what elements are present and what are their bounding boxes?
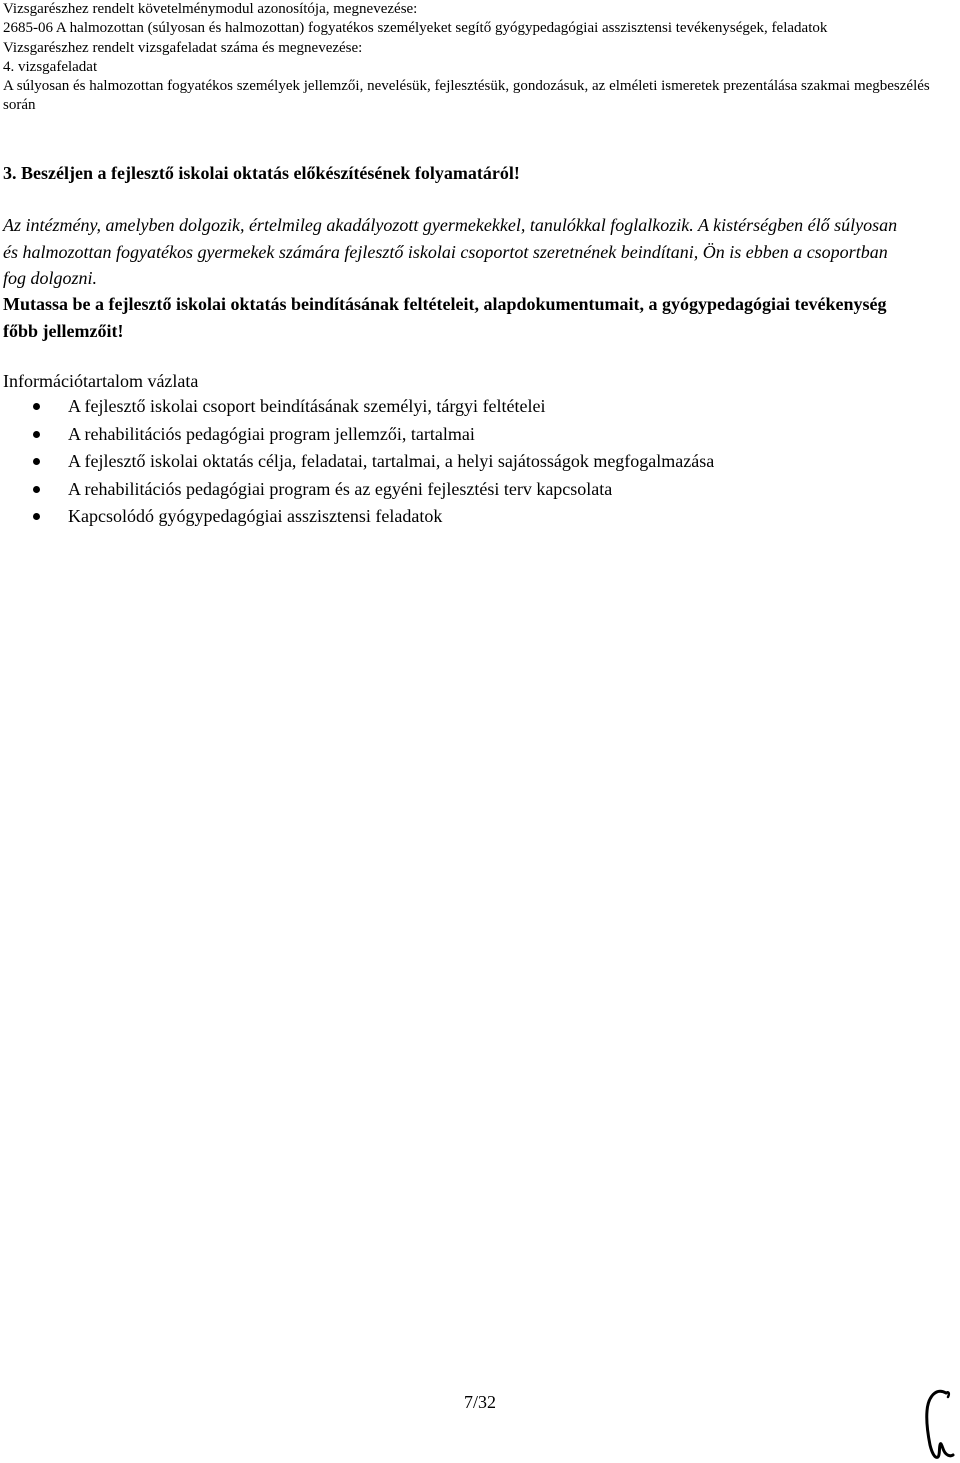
module-label: Vizsgarészhez rendelt követelménymodul azonosítója, megnevezése: bbox=[3, 1, 418, 17]
list-item-text: Kapcsolódó gyógypedagógiai asszisztensi feladatok bbox=[68, 506, 443, 527]
exam-task-name: A súlyosan és halmozottan fogyatékos személyek jellemzői, nevelésük, fejlesztésük, gondozásuk, az elméleti ismeretek prezentálása szakmai megbeszélés során bbox=[3, 78, 930, 114]
info-outline-list bbox=[0, 393, 950, 531]
bullet-icon bbox=[33, 403, 40, 410]
bullet-icon bbox=[33, 486, 40, 493]
question-title: 3. Beszéljen a fejlesztő iskolai oktatás előkészítésének folyamatáról! bbox=[3, 163, 520, 183]
exam-task-label: Vizsgarészhez rendelt vizsgafeladat száma és megnevezése: bbox=[3, 39, 363, 56]
list-item bbox=[0, 448, 950, 476]
info-outline-title: Információtartalom vázlata bbox=[3, 371, 199, 391]
list-item-text: A rehabilitációs pedagógiai program jellemzői, tartalmai bbox=[68, 423, 475, 444]
list-item bbox=[0, 393, 950, 421]
list-item bbox=[0, 421, 950, 449]
list-item-text: A rehabilitációs pedagógiai program és az egyéni fejlesztési terv kapcsolata bbox=[68, 478, 613, 499]
list-item bbox=[0, 503, 950, 531]
list-item-text: A fejlesztő iskolai csoport beindításának személyi, tárgyi feltételei bbox=[68, 396, 546, 416]
list-item-text: A fejlesztő iskolai oktatás célja, feladatai, tartalmai, a helyi sajátosságok megfogalmazása bbox=[68, 451, 715, 472]
list-item bbox=[0, 476, 950, 504]
module-name: 2685-06 A halmozottan (súlyosan és halmozottan) fogyatékos személyeket segítő gyógypedagógiai asszisztensi tevékenységek, feladatok bbox=[3, 20, 828, 37]
exam-task-number: 4. vizsgafeladat bbox=[3, 58, 98, 75]
document-header bbox=[3, 0, 953, 116]
bullet-icon bbox=[33, 513, 40, 520]
signature-mark bbox=[920, 1385, 960, 1463]
page-number: 7/32 bbox=[463, 1392, 496, 1412]
task-text: Mutassa be a fejlesztő iskolai oktatás beindításának feltételeit, alapdokumentumait, a gyógypedagógiai tevékenység főbb jellemzőit! bbox=[3, 294, 887, 341]
bullet-icon bbox=[33, 458, 40, 465]
bullet-icon bbox=[33, 431, 40, 438]
scenario-text: Az intézmény, amelyben dolgozik, értelmileg akadályozott gyermekekkel, tanulókkal foglalkozik. A kistérségben élő súlyosan és halmozottan fogyatékos gyermekek számára fejlesztő iskolai csoportot szeretnének beindítani, Ön is ebben a csoportban fog dolgozni. bbox=[3, 215, 898, 289]
